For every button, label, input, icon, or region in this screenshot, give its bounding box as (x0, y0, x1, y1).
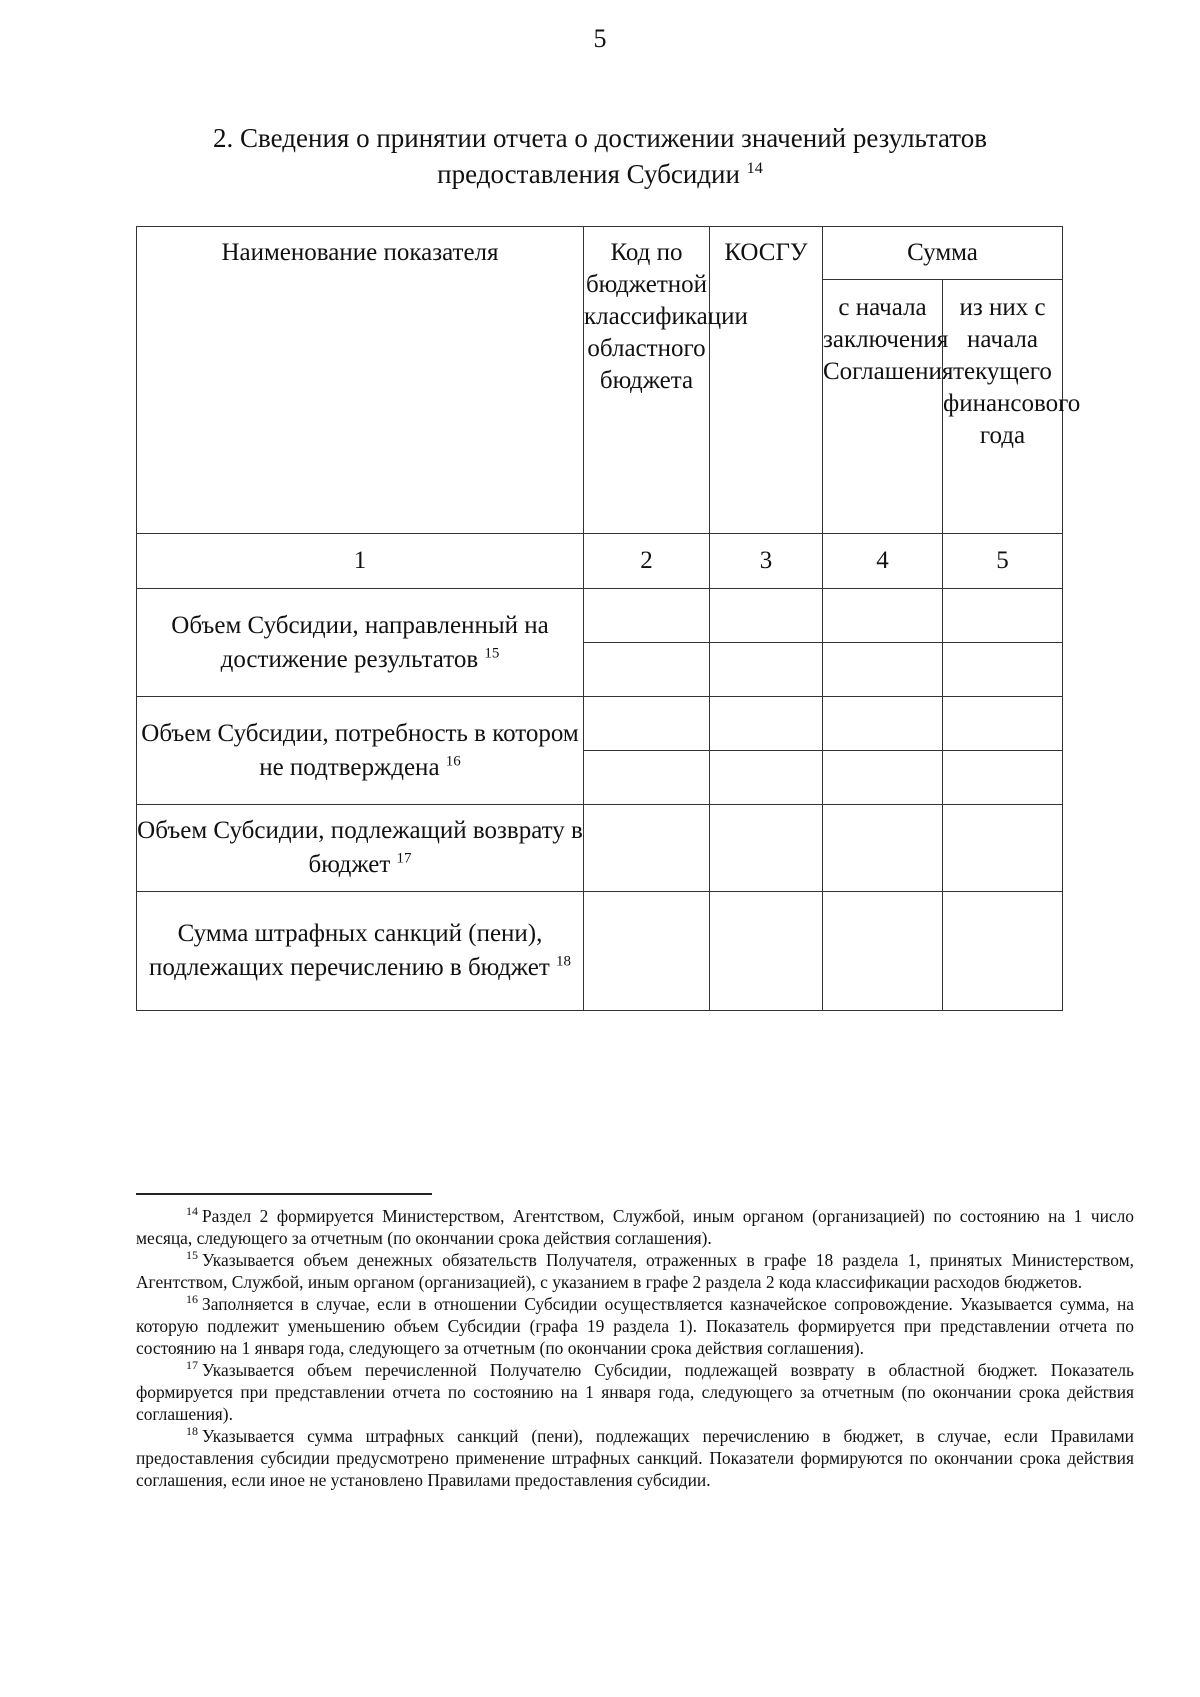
table-cell (710, 751, 823, 805)
footnote-ref: 17 (396, 850, 412, 867)
header-kosgu: КОСГУ (710, 227, 823, 534)
page-number: 5 (593, 24, 607, 53)
row-label-directed-volume (137, 589, 584, 697)
footnote-mark: 18 (186, 1424, 198, 1439)
table-cell (710, 589, 823, 643)
table-cell (823, 697, 943, 751)
table-cell (823, 892, 943, 1011)
footnote-divider (136, 1193, 432, 1195)
row-label-unconfirmed-need (137, 697, 584, 805)
row-label-text: Объем Субсидии, подлежащий возврату в бюджет (137, 817, 583, 878)
table-cell (823, 643, 943, 697)
footnote-item (136, 1359, 1134, 1425)
table-cell (943, 643, 1063, 697)
header-since-agreement: с начала заключения Соглашения (823, 280, 943, 534)
table-cell (584, 697, 710, 751)
footnote-item (136, 1425, 1134, 1491)
report-table (136, 226, 1081, 1011)
table-cell (943, 697, 1063, 751)
table-cell (584, 589, 710, 643)
section-title (150, 120, 1050, 192)
footnote-text: Заполняется в случае, если в отношении Субсидии осуществляется казначейское сопровождение. Указывается сумма, на которую подлежит уменьшению объем Субсидии (графа 19 раздела 1). Показатель формируется при представлении отчета по состоянию на 1 января года, следующего за отчетным (по окончании срока действия соглашения). (136, 1294, 1134, 1358)
header-budget-code: Код по бюджетной классификации областного бюджета (584, 227, 710, 534)
footnote-item (136, 1249, 1134, 1293)
footnote-ref: 16 (445, 753, 461, 770)
header-amount: Сумма (823, 227, 1063, 280)
row-label-text: Объем Субсидии, направленный на достижение результатов (171, 611, 549, 673)
table-cell (943, 751, 1063, 805)
table-cell (584, 892, 710, 1011)
table-row (137, 697, 1063, 751)
table-row (137, 589, 1063, 643)
table-row (137, 892, 1063, 1011)
table-cell (710, 643, 823, 697)
footnote-text: Указывается объем денежных обязательств Получателя, отраженных в графе 18 раздела 1, принятых Министерством, Агентством, Службой, иным органом (организацией), с указанием в графе 2 раздела 2 кода классификации расходов бюджетов. (136, 1250, 1134, 1292)
header-indicator-name: Наименование показателя (137, 227, 584, 534)
row-label-text: Сумма штрафных санкций (пени), подлежащих перечислению в бюджет (148, 920, 550, 981)
section-title-line1: 2. Сведения о принятии отчета о достижении значений результатов (213, 123, 987, 153)
footnote-ref: 15 (484, 645, 500, 662)
row-label-penalties (137, 892, 584, 1011)
table-cell (943, 892, 1063, 1011)
footnote-mark: 14 (186, 1204, 198, 1219)
table-cell (943, 589, 1063, 643)
header-row-top (137, 227, 1063, 280)
footnote-text: Раздел 2 формируется Министерством, Агентством, Службой, иным органом (организацией) по состоянию на 1 число месяца, следующего за отчетным (по окончании срока действия соглашения). (136, 1206, 1134, 1248)
table-cell (584, 643, 710, 697)
footnote-mark: 15 (186, 1248, 198, 1263)
table-cell (823, 805, 943, 892)
footnote-item (136, 1205, 1134, 1249)
header-since-fiscal-year: из них с начала текущего финансового года (943, 280, 1063, 534)
table-cell (710, 697, 823, 751)
table-cell (710, 892, 823, 1011)
row-label-text: Объем Субсидии, потребность в котором не подтверждена (141, 719, 579, 781)
table-cell (584, 805, 710, 892)
table-row (137, 805, 1063, 892)
footnote-item (136, 1293, 1134, 1359)
table-cell (823, 751, 943, 805)
footnote-mark: 17 (186, 1358, 198, 1373)
table-cell (943, 805, 1063, 892)
column-number: 5 (943, 534, 1063, 589)
column-number: 1 (137, 534, 584, 589)
section-title-line2 (150, 156, 1050, 192)
table-cell (823, 589, 943, 643)
row-label-return-volume (137, 805, 584, 892)
footnote-text: Указывается сумма штрафных санкций (пени), подлежащих перечислению в бюджет, в случае, если Правилами предоставления субсидии предусмотрено применение штрафных санкций. Показатели формируются по окончании срока действия соглашения, если иное не установлено Правилами предоставления субсидии. (136, 1426, 1134, 1490)
table-cell (584, 751, 710, 805)
section-title-line2-text: предоставления Субсидии (437, 159, 740, 189)
footnote-text: Указывается объем перечисленной Получателю Субсидии, подлежащей возврату в областной бюджет. Показатель формируется при представлении отчета по состоянию на 1 января года, следующего за отчетным (по окончании срока действия соглашения). (136, 1360, 1134, 1424)
column-number-row (137, 534, 1063, 589)
footnote-mark: 16 (186, 1292, 198, 1307)
footnotes (136, 1205, 1134, 1491)
footnote-ref: 18 (556, 953, 572, 970)
column-number: 2 (584, 534, 710, 589)
section-title-footnote-ref: 14 (746, 159, 763, 177)
table-cell (710, 805, 823, 892)
column-number: 3 (710, 534, 823, 589)
column-number: 4 (823, 534, 943, 589)
